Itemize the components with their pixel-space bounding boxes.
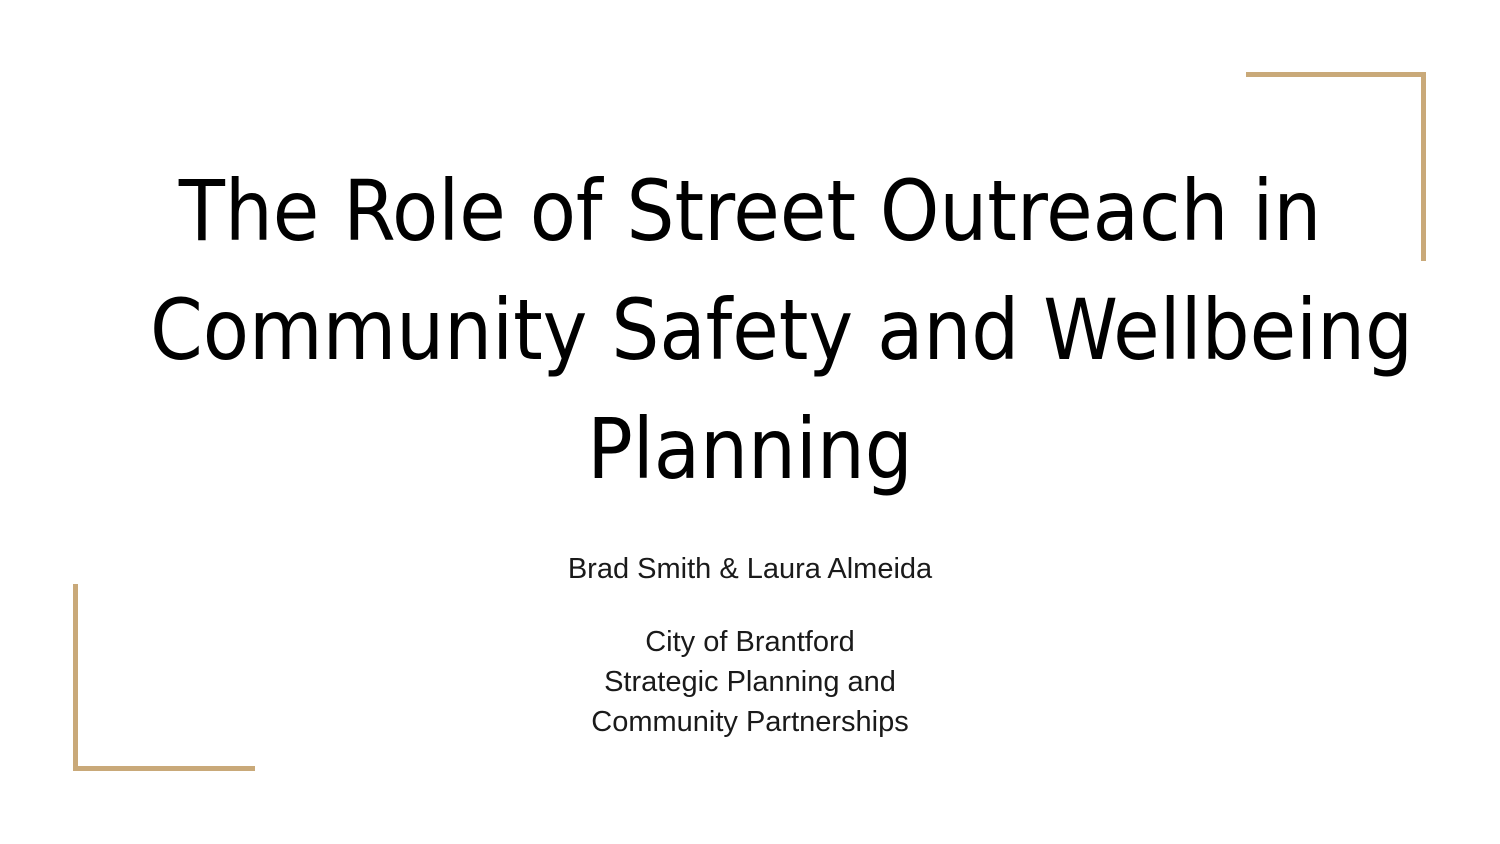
spacer [400,589,1100,622]
slide-subtitle [400,549,1100,742]
organization-line-2: Strategic Planning and [604,666,896,698]
organization-line-1: City of Brantford [645,626,855,658]
title-line-3: Planning [587,400,913,498]
title-line-2: Community Safety and Wellbeing [150,281,1413,379]
slide-title [150,152,1413,509]
title-line-1: The Role of Street Outreach in [178,162,1322,260]
organization-line-3: Community Partnerships [591,706,909,738]
authors: Brad Smith & Laura Almeida [567,553,933,585]
bottom-left-corner-decoration [73,584,255,771]
